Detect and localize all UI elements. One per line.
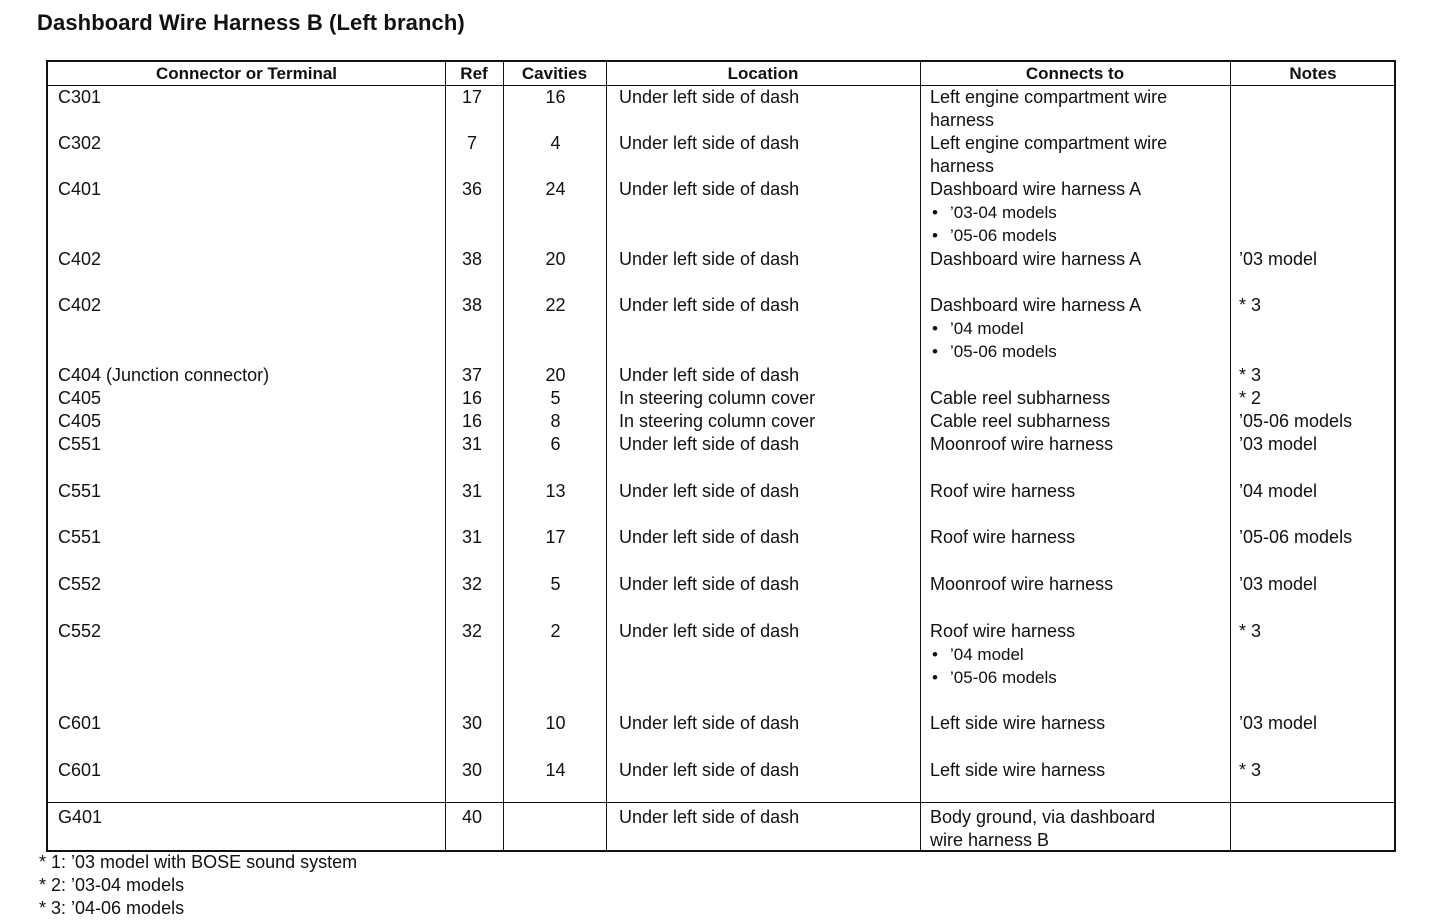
cell-connects-to: Moonroof wire harness [930,434,1114,454]
cell-cavities: 17 [545,527,566,547]
cell-cavities: 8 [550,411,561,431]
cell-cavities: 5 [550,574,561,594]
cell-notes: * 2 [1239,388,1262,408]
cell-cavities: 20 [545,365,566,385]
footnote: * 1: ’03 model with BOSE sound system [39,852,358,872]
column-divider [1230,62,1231,850]
cell-location: Under left side of dash [619,434,800,454]
cell-location: Under left side of dash [619,760,800,780]
cell-ref: 38 [461,295,483,315]
cell-connects-to: Moonroof wire harness [930,574,1114,594]
connects-to-sub-item: • ’05-06 models [932,666,1057,689]
cell-connects-to-cont: harness [930,110,995,130]
footnote: * 2: ’03-04 models [39,875,185,895]
cell-connector: C552 [58,574,102,594]
cell-connector: G401 [58,807,103,827]
header-location: Location [727,64,799,83]
cell-ref: 31 [461,481,483,501]
cell-connects-to: Cable reel subharness [930,388,1111,408]
cell-location: In steering column cover [619,388,816,408]
cell-location: Under left side of dash [619,365,800,385]
cell-cavities: 4 [550,133,561,153]
page-title: Dashboard Wire Harness B (Left branch) [37,10,465,35]
cell-ref: 36 [461,179,483,199]
cell-location: Under left side of dash [619,807,800,827]
cell-notes: ’03 model [1239,713,1318,733]
cell-connector: C551 [58,481,102,501]
cell-cavities: 5 [550,388,561,408]
cell-location: Under left side of dash [619,295,800,315]
cell-connects-to: Left engine compartment wire [930,133,1168,153]
cell-connects-to: Roof wire harness [930,621,1076,641]
cell-notes: * 3 [1239,760,1262,780]
cell-connects-to: Dashboard wire harness A [930,179,1142,199]
section-rule [48,802,1394,803]
cell-ref: 31 [461,527,483,547]
header-connects-to: Connects to [1025,64,1125,83]
cell-location: Under left side of dash [619,713,800,733]
header-ref: Ref [460,64,488,83]
cell-cavities: 13 [545,481,566,501]
cell-ref: 30 [461,713,483,733]
cell-ref: 31 [461,434,483,454]
cell-notes: * 3 [1239,295,1262,315]
cell-connector: C405 [58,411,102,431]
connects-to-sub-item: • ’03-04 models [932,201,1057,224]
connects-to-sub-item: • ’05-06 models [932,340,1057,363]
cell-cavities: 16 [545,87,566,107]
cell-location: Under left side of dash [619,179,800,199]
cell-connector: C402 [58,295,102,315]
cell-ref: 30 [461,760,483,780]
cell-cavities: 14 [545,760,566,780]
cell-connector: C302 [58,133,102,153]
cell-ref: 17 [461,87,483,107]
cell-location: In steering column cover [619,411,816,431]
cell-connector: C601 [58,760,102,780]
cell-connector: C551 [58,527,102,547]
cell-connects-to: Dashboard wire harness A [930,295,1142,315]
cell-ref: 32 [461,621,483,641]
cell-location: Under left side of dash [619,621,800,641]
cell-ref: 16 [461,411,483,431]
column-divider [920,62,921,850]
cell-connects-to: Cable reel subharness [930,411,1111,431]
cell-connector: C301 [58,87,102,107]
cell-connector: C601 [58,713,102,733]
cell-connects-to-cont: harness [930,156,995,176]
cell-ref: 38 [461,249,483,269]
cell-connects-to: Body ground, via dashboard [930,807,1156,827]
cell-connector: C404 (Junction connector) [58,365,270,385]
cell-notes: ’05-06 models [1239,527,1353,547]
connects-to-sub-item: • ’04 model [932,317,1024,340]
cell-connects-to: Roof wire harness [930,481,1076,501]
cell-location: Under left side of dash [619,249,800,269]
cell-connects-to: Roof wire harness [930,527,1076,547]
cell-ref: 32 [461,574,483,594]
cell-ref: 37 [461,365,483,385]
cell-cavities: 6 [550,434,561,454]
cell-notes: * 3 [1239,621,1262,641]
cell-connects-to: Left engine compartment wire [930,87,1168,107]
cell-cavities: 22 [545,295,566,315]
cell-connects-to-cont: wire harness B [930,830,1050,850]
cell-connects-to: Dashboard wire harness A [930,249,1142,269]
cell-connector: C401 [58,179,102,199]
cell-connector: C551 [58,434,102,454]
cell-notes: ’05-06 models [1239,411,1353,431]
cell-connector: C405 [58,388,102,408]
cell-cavities: 2 [550,621,561,641]
cell-connector: C552 [58,621,102,641]
connects-to-sub-item: • ’04 model [932,643,1024,666]
cell-ref: 7 [466,133,477,153]
connects-to-sub-item: • ’05-06 models [932,224,1057,247]
cell-notes: ’03 model [1239,249,1318,269]
cell-location: Under left side of dash [619,87,800,107]
cell-connects-to: Left side wire harness [930,760,1106,780]
cell-location: Under left side of dash [619,481,800,501]
cell-location: Under left side of dash [619,527,800,547]
header-cavities: Cavities [521,64,588,83]
cell-location: Under left side of dash [619,133,800,153]
cell-cavities: 20 [545,249,566,269]
header-connector: Connector or Terminal [155,64,338,83]
cell-connector: C402 [58,249,102,269]
header-notes: Notes [1289,64,1337,83]
cell-ref: 40 [461,807,483,827]
cell-location: Under left side of dash [619,574,800,594]
cell-notes: ’04 model [1239,481,1318,501]
cell-notes: * 3 [1239,365,1262,385]
cell-cavities: 10 [545,713,566,733]
cell-notes: ’03 model [1239,434,1318,454]
cell-connects-to: Left side wire harness [930,713,1106,733]
cell-cavities: 24 [545,179,566,199]
cell-ref: 16 [461,388,483,408]
footnote: * 3: ’04-06 models [39,898,185,918]
cell-notes: ’03 model [1239,574,1318,594]
